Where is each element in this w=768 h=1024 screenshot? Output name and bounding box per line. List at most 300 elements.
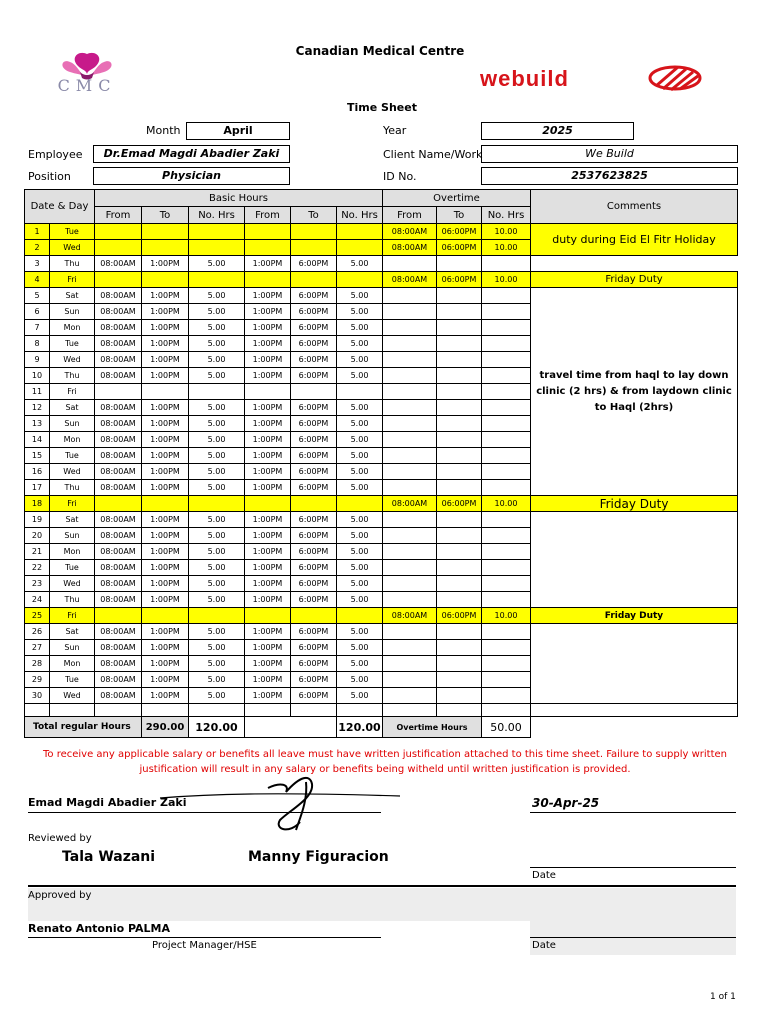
basic-to-2[interactable]: 6:00PM (291, 656, 337, 672)
basic-hrs-2[interactable]: 5.00 (337, 528, 383, 544)
basic-to-1[interactable]: 1:00PM (142, 576, 189, 592)
overtime-to[interactable] (437, 656, 482, 672)
overtime-from[interactable] (383, 560, 437, 576)
comment-friday-25[interactable]: Friday Duty (531, 608, 738, 624)
basic-from-1[interactable]: 08:00AM (95, 640, 142, 656)
basic-hrs-2[interactable]: 5.00 (337, 624, 383, 640)
basic-hrs-2[interactable]: 5.00 (337, 416, 383, 432)
overtime-hrs[interactable] (482, 368, 531, 384)
overtime-hrs[interactable] (482, 656, 531, 672)
basic-hrs-2[interactable] (337, 240, 383, 256)
basic-hrs-2[interactable]: 5.00 (337, 464, 383, 480)
basic-hrs-1[interactable]: 5.00 (189, 624, 245, 640)
basic-from-1[interactable] (95, 224, 142, 240)
basic-to-2[interactable]: 6:00PM (291, 544, 337, 560)
basic-hrs-1[interactable]: 5.00 (189, 656, 245, 672)
basic-to-2[interactable]: 6:00PM (291, 624, 337, 640)
overtime-to[interactable] (437, 688, 482, 704)
basic-from-2[interactable]: 1:00PM (245, 624, 291, 640)
basic-to-2[interactable]: 6:00PM (291, 640, 337, 656)
comment-empty[interactable] (531, 512, 738, 608)
basic-hrs-2[interactable]: 5.00 (337, 672, 383, 688)
basic-from-1[interactable]: 08:00AM (95, 688, 142, 704)
overtime-to[interactable]: 06:00PM (437, 496, 482, 512)
overtime-hrs[interactable] (482, 624, 531, 640)
overtime-to[interactable] (437, 304, 482, 320)
basic-to-1[interactable]: 1:00PM (142, 448, 189, 464)
table-row (25, 608, 738, 624)
overtime-to[interactable] (437, 624, 482, 640)
basic-hrs-1[interactable] (189, 496, 245, 512)
day-number: 12 (25, 400, 50, 416)
basic-from-1[interactable]: 08:00AM (95, 352, 142, 368)
overtime-from[interactable] (383, 400, 437, 416)
overtime-to[interactable] (437, 528, 482, 544)
overtime-from[interactable]: 08:00AM (383, 272, 437, 288)
overtime-hrs[interactable] (482, 592, 531, 608)
overtime-from[interactable] (383, 624, 437, 640)
overtime-from[interactable] (383, 512, 437, 528)
overtime-hrs[interactable] (482, 528, 531, 544)
basic-hrs-2[interactable] (337, 384, 383, 400)
basic-hrs-1[interactable] (189, 608, 245, 624)
basic-from-1[interactable]: 08:00AM (95, 560, 142, 576)
basic-from-1[interactable]: 08:00AM (95, 448, 142, 464)
basic-hrs-2[interactable]: 5.00 (337, 256, 383, 272)
overtime-hrs[interactable]: 10.00 (482, 240, 531, 256)
basic-to-2[interactable]: 6:00PM (291, 512, 337, 528)
day-name: Sat (50, 400, 95, 416)
basic-hrs-2[interactable]: 5.00 (337, 656, 383, 672)
overtime-from[interactable]: 08:00AM (383, 224, 437, 240)
basic-hrs-1[interactable]: 5.00 (189, 304, 245, 320)
basic-from-2[interactable]: 1:00PM (245, 304, 291, 320)
day-number: 4 (25, 272, 50, 288)
overtime-hrs[interactable]: 10.00 (482, 272, 531, 288)
basic-from-1[interactable]: 08:00AM (95, 288, 142, 304)
overtime-to[interactable] (437, 592, 482, 608)
overtime-to[interactable] (437, 368, 482, 384)
basic-hrs-2[interactable]: 5.00 (337, 368, 383, 384)
basic-to-1[interactable] (142, 384, 189, 400)
basic-hrs-1[interactable]: 5.00 (189, 544, 245, 560)
overtime-from[interactable] (383, 656, 437, 672)
basic-hrs-2[interactable]: 5.00 (337, 352, 383, 368)
basic-hrs-1[interactable]: 5.00 (189, 672, 245, 688)
overtime-from[interactable] (383, 672, 437, 688)
basic-from-2[interactable] (245, 240, 291, 256)
basic-to-1[interactable] (142, 496, 189, 512)
basic-hrs-1[interactable]: 5.00 (189, 560, 245, 576)
basic-to-2[interactable]: 6:00PM (291, 480, 337, 496)
basic-hrs-1[interactable] (189, 240, 245, 256)
basic-from-1[interactable]: 08:00AM (95, 512, 142, 528)
basic-to-2[interactable]: 6:00PM (291, 592, 337, 608)
basic-to-1[interactable]: 1:00PM (142, 304, 189, 320)
review-date-line (530, 867, 736, 868)
basic-to-2[interactable]: 6:00PM (291, 400, 337, 416)
basic-to-1[interactable]: 1:00PM (142, 288, 189, 304)
basic-hrs-1[interactable] (189, 224, 245, 240)
day-name: Wed (50, 688, 95, 704)
basic-from-1[interactable] (95, 496, 142, 512)
overtime-from[interactable] (383, 464, 437, 480)
basic-to-1[interactable]: 1:00PM (142, 336, 189, 352)
overtime-to[interactable]: 06:00PM (437, 608, 482, 624)
basic-hrs-2[interactable]: 5.00 (337, 592, 383, 608)
basic-from-1[interactable]: 08:00AM (95, 624, 142, 640)
day-number: 30 (25, 688, 50, 704)
basic-to-1[interactable]: 1:00PM (142, 464, 189, 480)
overtime-to[interactable] (437, 432, 482, 448)
basic-hrs-1[interactable]: 5.00 (189, 640, 245, 656)
basic-to-1[interactable]: 1:00PM (142, 512, 189, 528)
overtime-from[interactable] (383, 688, 437, 704)
basic-from-1[interactable]: 08:00AM (95, 432, 142, 448)
basic-from-1[interactable]: 08:00AM (95, 480, 142, 496)
basic-hrs-2[interactable]: 5.00 (337, 544, 383, 560)
basic-hrs-2[interactable]: 5.00 (337, 560, 383, 576)
basic-to-2[interactable]: 6:00PM (291, 560, 337, 576)
basic-to-1[interactable]: 1:00PM (142, 432, 189, 448)
comment-eid[interactable]: duty during Eid El Fitr Holiday (531, 224, 738, 256)
basic-from-2[interactable]: 1:00PM (245, 400, 291, 416)
basic-from-2[interactable] (245, 272, 291, 288)
overtime-hrs[interactable] (482, 400, 531, 416)
basic-to-2[interactable]: 6:00PM (291, 352, 337, 368)
basic-hrs-2[interactable]: 5.00 (337, 512, 383, 528)
overtime-to[interactable] (437, 672, 482, 688)
basic-from-1[interactable]: 08:00AM (95, 528, 142, 544)
basic-from-2[interactable]: 1:00PM (245, 416, 291, 432)
basic-from-2[interactable] (245, 608, 291, 624)
basic-from-2[interactable]: 1:00PM (245, 512, 291, 528)
basic-from-2[interactable]: 1:00PM (245, 592, 291, 608)
basic-from-1[interactable]: 08:00AM (95, 656, 142, 672)
basic-from-2[interactable]: 1:00PM (245, 480, 291, 496)
overtime-to[interactable] (437, 352, 482, 368)
basic-hrs-1[interactable]: 5.00 (189, 688, 245, 704)
employee-sign-date: 30-Apr-25 (532, 796, 600, 810)
overtime-from[interactable] (383, 256, 437, 272)
basic-to-2[interactable]: 6:00PM (291, 320, 337, 336)
basic-from-2[interactable]: 1:00PM (245, 320, 291, 336)
overtime-to[interactable] (437, 336, 482, 352)
basic-hrs-1[interactable]: 5.00 (189, 320, 245, 336)
basic-to-2[interactable] (291, 240, 337, 256)
basic-from-2[interactable]: 1:00PM (245, 640, 291, 656)
overtime-to[interactable] (437, 512, 482, 528)
basic-to-1[interactable]: 1:00PM (142, 688, 189, 704)
employee-field[interactable]: Dr.Emad Magdi Abadier Zaki (93, 145, 290, 163)
basic-from-1[interactable]: 08:00AM (95, 304, 142, 320)
basic-from-1[interactable]: 08:00AM (95, 336, 142, 352)
basic-from-2[interactable]: 1:00PM (245, 288, 291, 304)
basic-to-1[interactable]: 1:00PM (142, 592, 189, 608)
basic-to-2[interactable]: 6:00PM (291, 256, 337, 272)
overtime-to[interactable] (437, 256, 482, 272)
overtime-from[interactable] (383, 544, 437, 560)
basic-hrs-1[interactable] (189, 384, 245, 400)
overtime-to[interactable]: 06:00PM (437, 240, 482, 256)
overtime-to[interactable] (437, 448, 482, 464)
basic-hrs-1[interactable]: 5.00 (189, 464, 245, 480)
year-field[interactable]: 2025 (481, 122, 634, 140)
overtime-to[interactable] (437, 384, 482, 400)
basic-to-2[interactable]: 6:00PM (291, 688, 337, 704)
basic-from-2[interactable]: 1:00PM (245, 528, 291, 544)
overtime-from[interactable]: 08:00AM (383, 496, 437, 512)
basic-from-1[interactable]: 08:00AM (95, 256, 142, 272)
overtime-to[interactable] (437, 560, 482, 576)
basic-from-1[interactable]: 08:00AM (95, 592, 142, 608)
basic-from-2[interactable]: 1:00PM (245, 464, 291, 480)
overtime-from[interactable] (383, 528, 437, 544)
overtime-from[interactable] (383, 432, 437, 448)
basic-from-2[interactable]: 1:00PM (245, 544, 291, 560)
basic-to-2[interactable] (291, 272, 337, 288)
overtime-from[interactable] (383, 336, 437, 352)
basic-from-1[interactable]: 08:00AM (95, 320, 142, 336)
overtime-to[interactable] (437, 640, 482, 656)
overtime-from[interactable] (383, 320, 437, 336)
id-field[interactable]: 2537623825 (481, 167, 738, 185)
overtime-hrs[interactable] (482, 576, 531, 592)
overtime-hrs[interactable] (482, 432, 531, 448)
basic-hrs-2[interactable]: 5.00 (337, 480, 383, 496)
month-field[interactable]: April (186, 122, 290, 140)
overtime-from[interactable] (383, 352, 437, 368)
basic-hrs-2[interactable]: 5.00 (337, 448, 383, 464)
basic-from-1[interactable]: 08:00AM (95, 544, 142, 560)
basic-from-1[interactable]: 08:00AM (95, 368, 142, 384)
day-name: Thu (50, 256, 95, 272)
basic-to-2[interactable]: 6:00PM (291, 528, 337, 544)
basic-hrs-2[interactable] (337, 272, 383, 288)
basic-hrs-1[interactable]: 5.00 (189, 368, 245, 384)
overtime-hrs[interactable]: 10.00 (482, 496, 531, 512)
blank-cell (25, 704, 50, 717)
overtime-from[interactable] (383, 576, 437, 592)
overtime-hrs[interactable] (482, 560, 531, 576)
basic-from-1[interactable]: 08:00AM (95, 400, 142, 416)
basic-to-1[interactable]: 1:00PM (142, 672, 189, 688)
basic-to-1[interactable]: 1:00PM (142, 368, 189, 384)
basic-from-2[interactable]: 1:00PM (245, 256, 291, 272)
basic-hrs-1[interactable]: 5.00 (189, 400, 245, 416)
basic-hrs-1[interactable] (189, 272, 245, 288)
basic-hrs-1[interactable]: 5.00 (189, 416, 245, 432)
basic-from-1[interactable] (95, 240, 142, 256)
day-name: Wed (50, 576, 95, 592)
overtime-from[interactable] (383, 480, 437, 496)
position-field[interactable]: Physician (93, 167, 290, 185)
overtime-to[interactable] (437, 480, 482, 496)
basic-to-1[interactable] (142, 240, 189, 256)
overtime-from[interactable] (383, 448, 437, 464)
basic-hrs-2[interactable] (337, 496, 383, 512)
basic-hrs-2[interactable]: 5.00 (337, 432, 383, 448)
basic-to-2[interactable]: 6:00PM (291, 464, 337, 480)
overtime-to[interactable] (437, 288, 482, 304)
overtime-from[interactable] (383, 288, 437, 304)
overtime-hrs[interactable] (482, 336, 531, 352)
basic-to-1[interactable]: 1:00PM (142, 624, 189, 640)
overtime-from[interactable] (383, 592, 437, 608)
basic-hrs-2[interactable]: 5.00 (337, 336, 383, 352)
basic-hrs-2[interactable] (337, 224, 383, 240)
basic-to-1[interactable]: 1:00PM (142, 640, 189, 656)
basic-to-1[interactable]: 1:00PM (142, 544, 189, 560)
basic-from-2[interactable]: 1:00PM (245, 336, 291, 352)
basic-hrs-1[interactable]: 5.00 (189, 480, 245, 496)
overtime-to[interactable] (437, 400, 482, 416)
overtime-to[interactable]: 06:00PM (437, 272, 482, 288)
overtime-hrs[interactable] (482, 352, 531, 368)
overtime-hrs[interactable] (482, 384, 531, 400)
basic-hrs-2[interactable]: 5.00 (337, 320, 383, 336)
basic-hrs-2[interactable] (337, 608, 383, 624)
client-field[interactable]: We Build (481, 145, 738, 163)
comment-friday-18[interactable]: Friday Duty (531, 496, 738, 512)
basic-to-2[interactable]: 6:00PM (291, 432, 337, 448)
basic-from-2[interactable]: 1:00PM (245, 560, 291, 576)
basic-from-1[interactable]: 08:00AM (95, 672, 142, 688)
basic-from-2[interactable]: 1:00PM (245, 368, 291, 384)
basic-to-1[interactable]: 1:00PM (142, 400, 189, 416)
basic-from-2[interactable]: 1:00PM (245, 688, 291, 704)
basic-to-1[interactable]: 1:00PM (142, 256, 189, 272)
overtime-hrs[interactable] (482, 640, 531, 656)
basic-hrs-1[interactable]: 5.00 (189, 432, 245, 448)
basic-from-2[interactable]: 1:00PM (245, 656, 291, 672)
basic-to-1[interactable] (142, 224, 189, 240)
year-label: Year (383, 124, 407, 137)
basic-to-2[interactable]: 6:00PM (291, 336, 337, 352)
overtime-hrs[interactable] (482, 320, 531, 336)
comment-travel[interactable]: travel time from haql to lay down clinic (2 hrs) & from laydown clinic to Haql (2hrs) (531, 288, 738, 496)
overtime-hrs[interactable] (482, 480, 531, 496)
overtime-hrs[interactable] (482, 464, 531, 480)
overtime-to[interactable] (437, 576, 482, 592)
overtime-to[interactable] (437, 544, 482, 560)
basic-from-2[interactable]: 1:00PM (245, 448, 291, 464)
basic-hrs-2[interactable]: 5.00 (337, 288, 383, 304)
overtime-from[interactable] (383, 640, 437, 656)
basic-from-1[interactable]: 08:00AM (95, 464, 142, 480)
overtime-hrs[interactable] (482, 256, 531, 272)
overtime-hrs[interactable] (482, 672, 531, 688)
basic-hrs-1[interactable]: 5.00 (189, 576, 245, 592)
basic-hrs-1[interactable]: 5.00 (189, 448, 245, 464)
basic-from-1[interactable] (95, 272, 142, 288)
basic-hrs-2[interactable]: 5.00 (337, 400, 383, 416)
overtime-to[interactable] (437, 416, 482, 432)
basic-from-2[interactable] (245, 384, 291, 400)
basic-to-2[interactable]: 6:00PM (291, 368, 337, 384)
basic-from-1[interactable] (95, 608, 142, 624)
basic-to-2[interactable] (291, 224, 337, 240)
basic-to-1[interactable]: 1:00PM (142, 352, 189, 368)
overtime-from[interactable] (383, 384, 437, 400)
basic-to-1[interactable] (142, 608, 189, 624)
basic-to-2[interactable]: 6:00PM (291, 288, 337, 304)
overtime-hrs[interactable] (482, 448, 531, 464)
basic-to-2[interactable]: 6:00PM (291, 448, 337, 464)
basic-from-2[interactable]: 1:00PM (245, 576, 291, 592)
basic-hrs-1[interactable]: 5.00 (189, 256, 245, 272)
basic-from-1[interactable] (95, 384, 142, 400)
overtime-from[interactable]: 08:00AM (383, 240, 437, 256)
basic-from-1[interactable]: 08:00AM (95, 576, 142, 592)
overtime-from[interactable] (383, 368, 437, 384)
basic-to-2[interactable] (291, 608, 337, 624)
basic-to-1[interactable]: 1:00PM (142, 528, 189, 544)
basic-to-1[interactable]: 1:00PM (142, 320, 189, 336)
basic-to-2[interactable]: 6:00PM (291, 672, 337, 688)
basic-from-2[interactable]: 1:00PM (245, 352, 291, 368)
overtime-hrs[interactable] (482, 544, 531, 560)
basic-hrs-2[interactable]: 5.00 (337, 304, 383, 320)
basic-to-1[interactable]: 1:00PM (142, 656, 189, 672)
basic-from-2[interactable] (245, 496, 291, 512)
overtime-hrs[interactable] (482, 512, 531, 528)
basic-from-2[interactable] (245, 224, 291, 240)
overtime-from[interactable] (383, 304, 437, 320)
basic-hrs-2[interactable]: 5.00 (337, 688, 383, 704)
basic-hrs-2[interactable]: 5.00 (337, 576, 383, 592)
overtime-hrs[interactable]: 10.00 (482, 224, 531, 240)
basic-hrs-1[interactable]: 5.00 (189, 528, 245, 544)
basic-hrs-2[interactable]: 5.00 (337, 640, 383, 656)
overtime-from[interactable]: 08:00AM (383, 608, 437, 624)
webuild-logo-mark (648, 64, 702, 96)
overtime-to[interactable] (437, 320, 482, 336)
basic-hrs-1[interactable]: 5.00 (189, 592, 245, 608)
comment-friday-4[interactable]: Friday Duty (531, 272, 738, 288)
basic-from-1[interactable]: 08:00AM (95, 416, 142, 432)
basic-to-2[interactable] (291, 384, 337, 400)
comment-empty[interactable] (531, 624, 738, 704)
basic-hrs-1[interactable]: 5.00 (189, 352, 245, 368)
basic-to-2[interactable]: 6:00PM (291, 416, 337, 432)
basic-to-2[interactable] (291, 496, 337, 512)
day-number: 14 (25, 432, 50, 448)
overtime-hrs[interactable] (482, 416, 531, 432)
overtime-hrs[interactable] (482, 304, 531, 320)
day-number: 16 (25, 464, 50, 480)
basic-hrs-1[interactable]: 5.00 (189, 336, 245, 352)
overtime-hrs[interactable]: 10.00 (482, 608, 531, 624)
overtime-from[interactable] (383, 416, 437, 432)
overtime-hrs[interactable] (482, 688, 531, 704)
basic-to-1[interactable]: 1:00PM (142, 416, 189, 432)
overtime-to[interactable] (437, 464, 482, 480)
basic-from-2[interactable]: 1:00PM (245, 672, 291, 688)
basic-to-2[interactable]: 6:00PM (291, 304, 337, 320)
overtime-to[interactable]: 06:00PM (437, 224, 482, 240)
basic-hrs-1[interactable]: 5.00 (189, 512, 245, 528)
basic-to-1[interactable]: 1:00PM (142, 560, 189, 576)
basic-hrs-1[interactable]: 5.00 (189, 288, 245, 304)
day-number: 21 (25, 544, 50, 560)
basic-to-1[interactable] (142, 272, 189, 288)
basic-to-2[interactable]: 6:00PM (291, 576, 337, 592)
table-row (25, 288, 738, 304)
basic-from-2[interactable]: 1:00PM (245, 432, 291, 448)
basic-to-1[interactable]: 1:00PM (142, 480, 189, 496)
overtime-hrs[interactable] (482, 288, 531, 304)
